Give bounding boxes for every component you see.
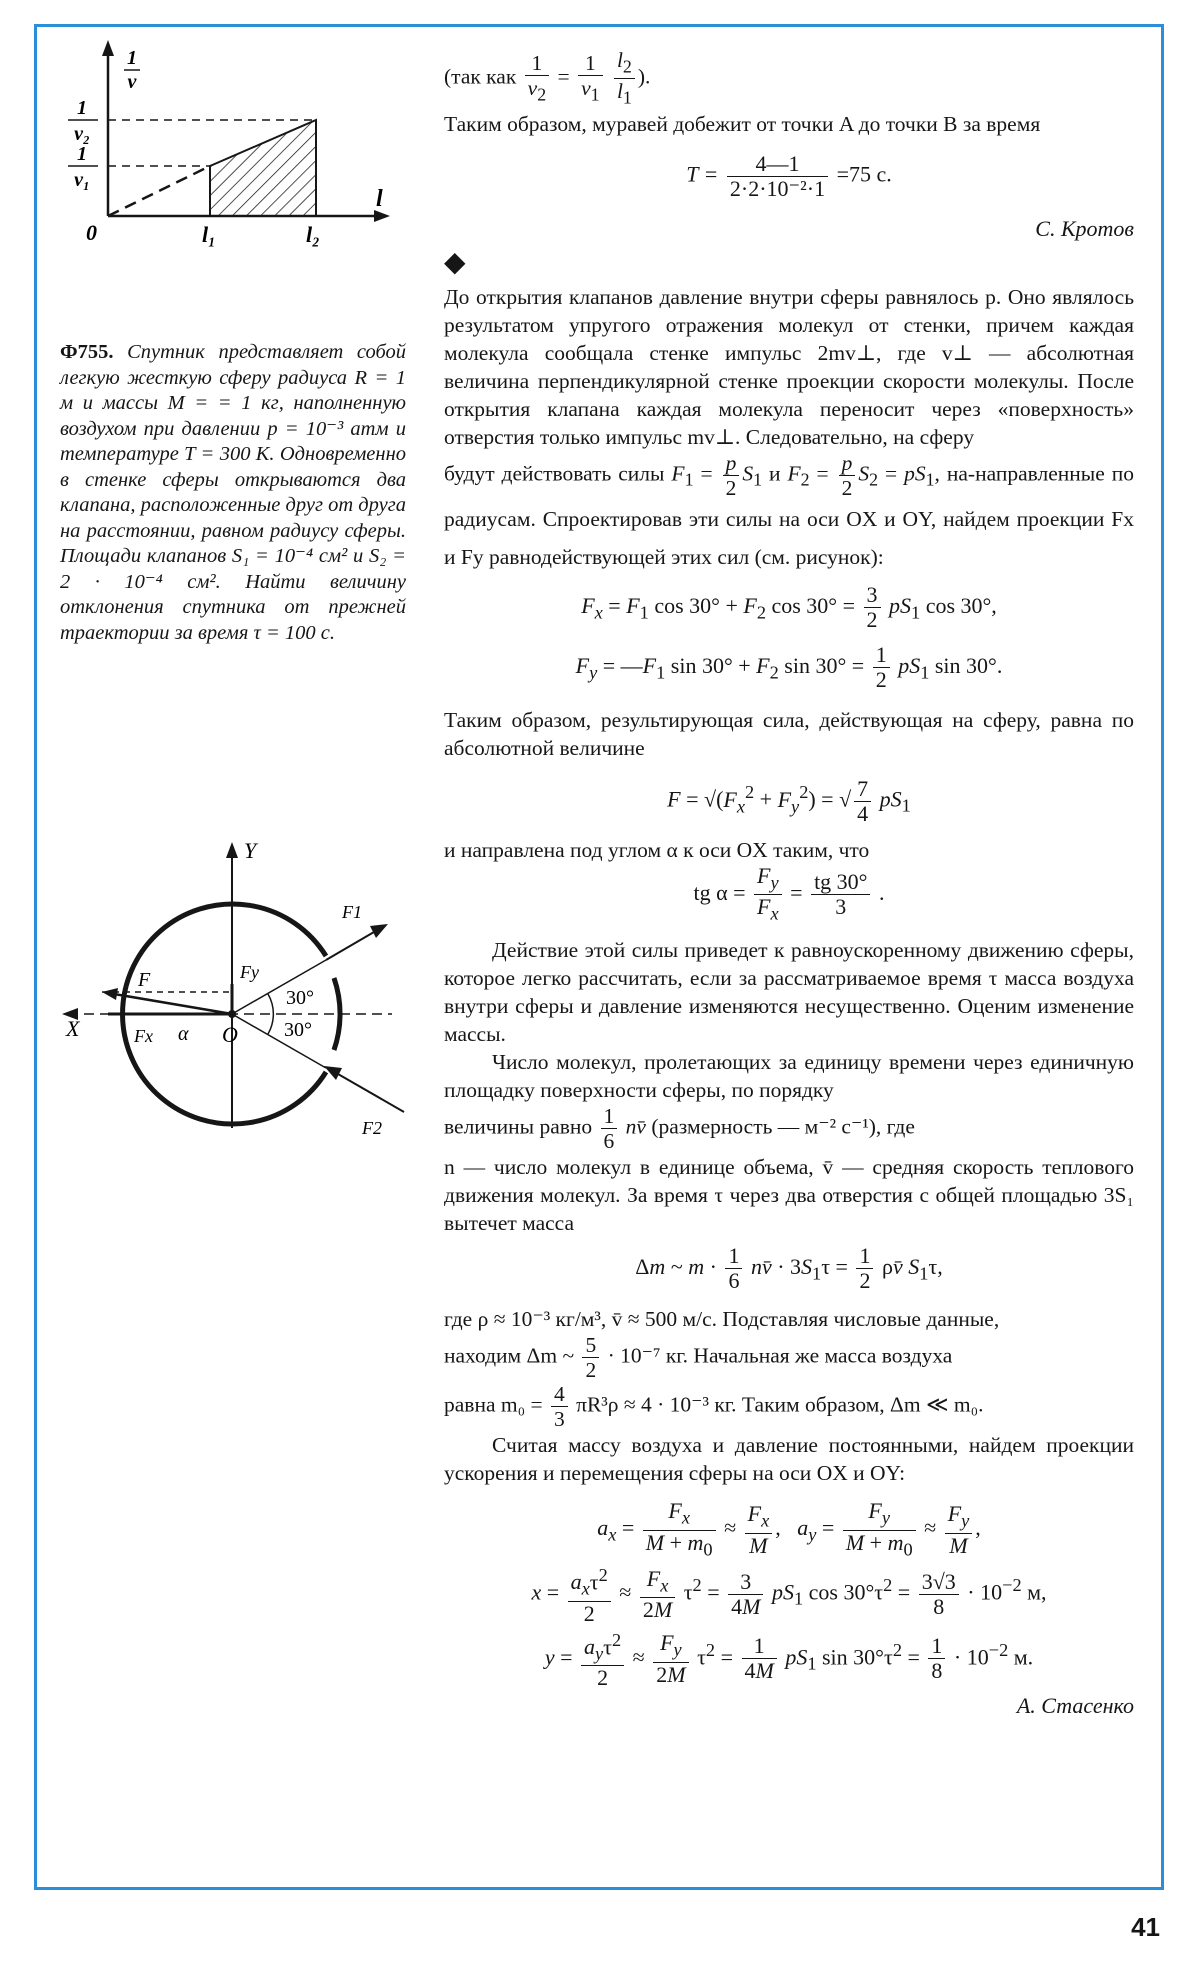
section-divider: ◆ bbox=[444, 246, 466, 278]
solution-p5b: величины равно $\frac{1}{6}$ nv̄ (размерность — м⁻² с⁻¹), где bbox=[444, 1103, 915, 1153]
solution-p6c: равна m₀ = $\frac{4}{3}$ πR³ρ ≈ 4 · 10⁻³ кг. Таким образом, Δm ≪ m₀. bbox=[444, 1382, 984, 1432]
equation-dm: Δm ~ m · $\frac{1}{6}$ nv̄ · $3S_1\tau$ = $\frac{1}{2}$ ρv̄ $S_1\tau$, bbox=[635, 1243, 943, 1294]
solution-text bbox=[444, 48, 1134, 1720]
prev-solution-line2: Таким образом, муравей добежит от точки A до точки B за время bbox=[444, 111, 1041, 136]
angle-bottom: 30° bbox=[284, 1019, 312, 1041]
y-axis-label: Y bbox=[244, 838, 257, 863]
force-F-arrow bbox=[102, 988, 118, 1000]
x-axis-label: l bbox=[376, 186, 383, 212]
x-axis-label: X bbox=[66, 1016, 80, 1041]
solution-p2: Таким образом, результирующая сила, действующая на сферу, равна по абсолютной величине bbox=[444, 708, 1134, 761]
force-F1-arrow bbox=[370, 924, 388, 938]
solution-p5a: Число молекул, пролетающих за единицу времени через единичную площадку поверхности сферы, по порядку bbox=[444, 1049, 1134, 1102]
solution-p1b: будут действовать силы $F_1$ = $\frac{p}{2}$ $S_1$ и $F_2$ = $\frac{p}{2}$ $S_2 = pS_1$, на-направленные по радиусам. Спроектировав эти силы на оси OX и OY, найдем проекции Fx и Fy равнодействующей этих сил (см. рисунок): bbox=[444, 450, 1134, 569]
page-number: 41 bbox=[1131, 1912, 1160, 1942]
author-krotov: С. Кротов bbox=[1035, 215, 1134, 241]
origin-label: 0 bbox=[86, 220, 97, 245]
force-F1 bbox=[326, 932, 374, 960]
v1-label-num: 1 bbox=[77, 143, 87, 165]
l2-label: l₂ bbox=[306, 222, 320, 247]
hatched-area bbox=[210, 120, 316, 216]
v1-label-den: v₁ bbox=[74, 169, 90, 191]
y-label-den: v bbox=[127, 71, 137, 93]
equation-accel: $a_x$ = $\frac{F_x}{M + m_0}$ ≈ $\frac{F_x}{M}$ , $a_y$ = $\frac{F_y}{M + m_0}$ ≈ $\frac{F_y}{M}$ , bbox=[597, 1498, 981, 1560]
v2-label-num: 1 bbox=[77, 97, 87, 119]
l1-label: l₁ bbox=[202, 222, 216, 247]
equation-T: T = $\frac{4—1}{\text{2·2·10⁻²·1}}$ =75 с. bbox=[686, 150, 892, 201]
y-axis-arrow bbox=[226, 842, 238, 858]
label-F: F bbox=[138, 969, 151, 991]
equation-x: x = $\frac{a_x\tau^2}{2}$ ≈ $\frac{F_x}{2M}$ $\tau^2$ = $\frac{3}{4M}$ $pS_1$ $\cos 30^\circ\tau^2$ = $\frac{3√3}{8}$ · $10^{-2}$ м, bbox=[531, 1564, 1047, 1626]
label-Fx: Fx bbox=[134, 1026, 153, 1046]
angle-top: 30° bbox=[286, 987, 314, 1009]
equation-F: $F = √(F_x^2 + F_y^2)$ = √ $\frac{7}{4}$ $pS_1$ bbox=[667, 776, 911, 827]
author-stasenko: А. Стасенко bbox=[1016, 1693, 1134, 1719]
equation-Fy: $F_y$ = $—F_1$ $\sin 30^\circ + F_2$ sin 30° = $\frac{1}{2}$ $pS_1$ sin 30°. bbox=[575, 642, 1003, 693]
label-F1: F1 bbox=[342, 902, 362, 922]
problem-statement bbox=[60, 340, 406, 646]
force-F bbox=[114, 994, 232, 1014]
problem-text: Спутник представляет собой легкую жесткую сферу радиуса R = 1 м и массы M = = 1 кг, наполненную воздухом при давлении p = 10⁻³ атм и температуре T = 300 К. Одновременно в стенке сферы открываются два клапана, расположенные друг от друга на расстоянии, равном радиусу сферы. Площади клапанов S₁ = 10⁻⁴ см² и S₂ = 2 · 10⁻⁴ см². Найти величину отклонения спутника от прежней траектории за время τ = 100 с. bbox=[60, 341, 407, 644]
sphere-wall-right bbox=[334, 978, 340, 1050]
inverse-velocity-graph bbox=[58, 36, 398, 266]
v2-label-den: v₂ bbox=[74, 123, 90, 145]
y-label-num: 1 bbox=[127, 47, 137, 69]
solution-p4: Действие этой силы приведет к равноускоренному движению сферы, которое легко рассчитать, если за рассматриваемое время τ масса воздуха внутри сферы и давление изменяются несущественно. Оценим изменение массы. bbox=[444, 937, 1134, 1046]
equation-tan: tg α = $\frac{F_y}{F_x}$ = $\frac{tg 30^\circ}{3}$ . bbox=[693, 863, 885, 924]
sphere-force-diagram bbox=[58, 838, 418, 1138]
force-F2 bbox=[338, 1074, 404, 1112]
solution-p6b: находим Δm ~ $\frac{5}{2}$ · 10⁻⁷ кг. Начальная же масса воздуха bbox=[444, 1333, 953, 1383]
label-alpha: α bbox=[178, 1023, 189, 1045]
label-Fy: Fy bbox=[240, 962, 259, 982]
problem-number: Ф755. bbox=[60, 341, 114, 363]
prev-solution-line1: (так как $\frac{1}{v_2}$ = $\frac{1}{v_1}$ $\frac{l_2}{l_1}$ ). bbox=[444, 48, 651, 108]
center-label: O bbox=[222, 1022, 238, 1047]
equation-y: y = $\frac{a_y\tau^2}{2}$ ≈ $\frac{F_y}{2M}$ $\tau^2$ = $\frac{1}{4M}$ $pS_1$ $\sin 30^\circ\tau^2$ = $\frac{1}{8}$ · $10^{-2}$ м. bbox=[544, 1629, 1034, 1691]
solution-p3: и направлена под углом α к оси OX таким, что bbox=[444, 838, 870, 863]
solution-p6: где ρ ≈ 10⁻³ кг/м³, v̄ ≈ 500 м/с. Подставляя числовые данные, bbox=[444, 1307, 1000, 1332]
center-point bbox=[228, 1010, 236, 1018]
label-F2: F2 bbox=[362, 1118, 382, 1138]
y-axis-arrow bbox=[102, 40, 114, 56]
solution-p7: Считая массу воздуха и давление постоянными, найдем проекции ускорения и перемещения сферы на оси OX и OY: bbox=[444, 1433, 1134, 1486]
dashed-line bbox=[108, 166, 210, 216]
solution-p5c: n — число молекул в единице объема, v̄ — средняя скорость теплового движения молекул. За время τ через два отверстия с общей площадью 3S₁ вытечет масса bbox=[444, 1154, 1134, 1235]
equation-Fx: $F_x = F_1$ $\cos 30^\circ + F_2$ cos 30° = $\frac{3}{2}$ $pS_1$ cos 30°, bbox=[581, 582, 997, 633]
solution-p1: До открытия клапанов давление внутри сферы равнялось p. Оно являлось результатом упругого отражения молекул от стенки, причем каждая молекула сообщала стенке импульс 2mv⊥, где v⊥ — абсолютная величина перпендикулярной стенке проекции скорости молекулы. После открытия клапана каждая молекула переносит через «поверхность» отверстия только импульс mv⊥. Следовательно, на сферу bbox=[444, 284, 1134, 449]
